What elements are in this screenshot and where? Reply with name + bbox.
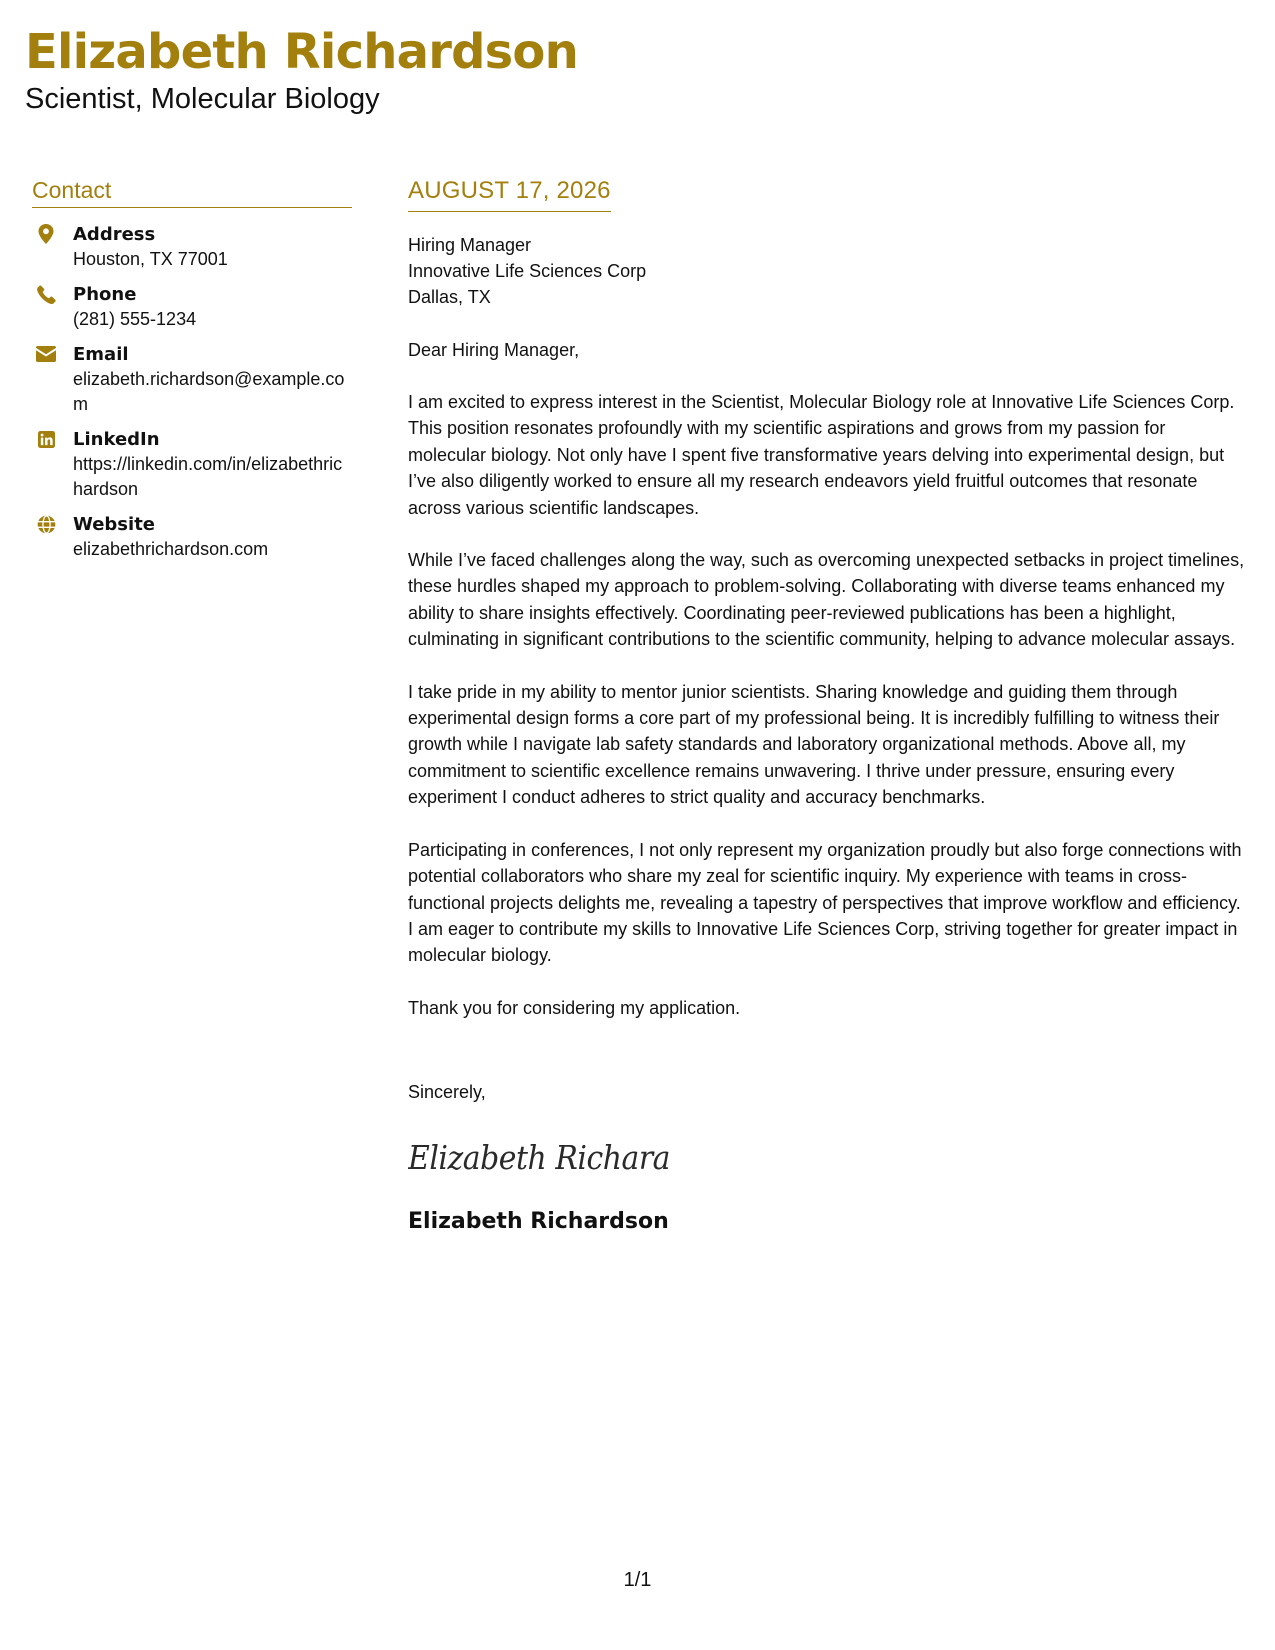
applicant-name: Elizabeth Richardson — [25, 24, 578, 80]
closing: Sincerely, — [408, 1082, 486, 1103]
contact-phone — [32, 282, 352, 332]
recipient-block — [408, 232, 1248, 310]
contact-sidebar — [32, 176, 352, 572]
contact-address — [32, 222, 352, 272]
linkedin-label: LinkedIn — [73, 429, 160, 450]
recipient-company: Innovative Life Sciences Corp — [408, 261, 647, 281]
address-label: Address — [73, 224, 156, 245]
salutation: Dear Hiring Manager, — [408, 340, 580, 360]
contact-linkedin — [32, 427, 352, 502]
recipient-location: Dallas, TX — [408, 287, 491, 307]
contact-email — [32, 342, 352, 417]
phone-label: Phone — [73, 284, 137, 305]
globe-icon — [35, 513, 57, 535]
letter-body — [408, 176, 1248, 1236]
signer-name: Elizabeth Richardson — [408, 1209, 669, 1235]
letter-header — [25, 24, 578, 116]
body-paragraph: Thank you for considering my application. — [408, 997, 741, 1018]
body-paragraph: I am excited to express interest in the Scientist, Molecular Biology role at Innovative Life Sciences Corp. This position resonates profoundly with my scientific aspirations and grows from my passion for molecular biology. Not only have I spent five transformative years delving into experimental design, but I’ve also diligently worked to ensure all my research endeavors yield fruitful outcomes that resonate across various scientific landscapes. — [408, 392, 1235, 518]
job-title: Scientist, Molecular Biology — [25, 83, 380, 115]
website-value[interactable]: elizabethrichardson.com — [73, 539, 269, 559]
contact-heading: Contact — [32, 176, 352, 208]
signature-text: Elizabeth Richara — [408, 1138, 670, 1178]
body-paragraph: I take pride in my ability to mentor junior scientists. Sharing knowledge and guiding them through experimental design forms a core part of my professional being. It is incredibly fulfilling to witness their growth while I navigate lab safety standards and laboratory organizational methods. Above all, my commitment to scientific excellence remains unwavering. I thrive under pressure, ensuring every experiment I conduct adheres to strict quality and accuracy benchmarks. — [408, 681, 1220, 808]
phone-icon — [35, 283, 57, 305]
recipient-name: Hiring Manager — [408, 235, 532, 255]
body-paragraph: While I’ve faced challenges along the way, such as overcoming unexpected setbacks in project timelines, these hurdles shaped my approach to problem-solving. Collaborating with diverse teams enhanced my ability to share insights effectively. Coordinating peer-reviewed publications has been a highlight, culminating in significant contributions to the scientific community, helping to advance molecular assays. — [408, 550, 1245, 650]
linkedin-icon — [35, 428, 57, 450]
map-marker-icon — [35, 223, 57, 245]
envelope-icon — [35, 343, 57, 365]
email-label: Email — [73, 344, 129, 365]
body-paragraph: Participating in conferences, I not only represent my organization proudly but also forge connections with potential collaborators who share my zeal for scientific inquiry. My experience with teams in cross-functional projects delights me, revealing a tapestry of perspectives that improve workflow and efficiency. I am eager to contribute my skills to Innovative Life Sciences Corp, striving together for greater impact in molecular biology. — [408, 839, 1242, 966]
page-number: 1/1 — [623, 1569, 652, 1591]
letter-date: AUGUST 17, 2026 — [408, 176, 611, 212]
handwritten-signature — [408, 1133, 728, 1183]
phone-value: (281) 555-1234 — [73, 309, 197, 329]
email-value[interactable]: elizabeth.richardson@example.com — [73, 369, 345, 414]
website-label: Website — [73, 514, 156, 535]
linkedin-value[interactable]: https://linkedin.com/in/elizabethrichardson — [73, 454, 343, 499]
address-value: Houston, TX 77001 — [73, 249, 228, 269]
contact-website — [32, 512, 352, 562]
